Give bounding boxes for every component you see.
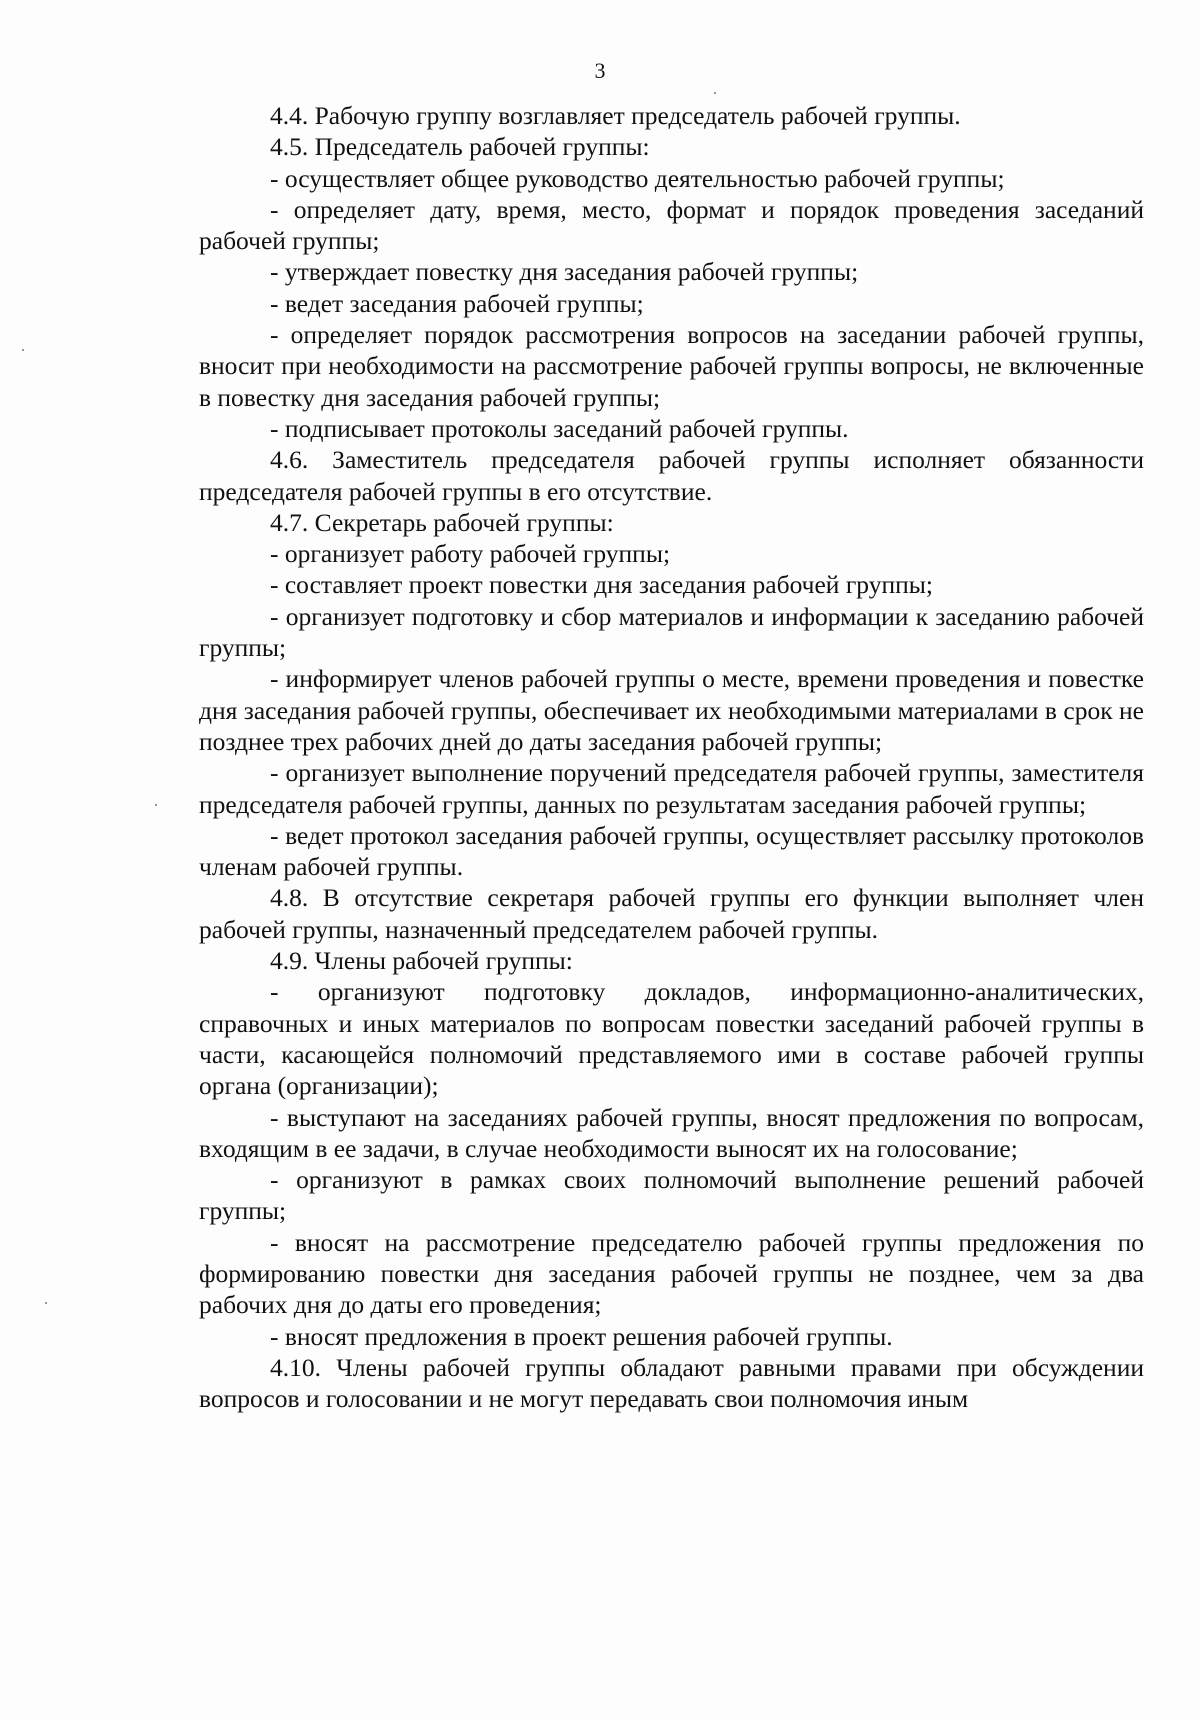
- scan-speck: [155, 804, 157, 806]
- paragraph-4-9: 4.9. Члены рабочей группы:: [270, 946, 573, 976]
- paragraph-4-6: 4.6. Заместитель председателя рабочей группы исполняет обязанности председателя рабочей группы в его отсутствие.: [199, 445, 1144, 506]
- list-item: - информирует членов рабочей группы о месте, времени проведения и повестке дня заседания рабочей группы, обеспечивает их необходимыми материалами в срок не позднее трех рабочих дней до даты заседания рабочей группы;: [199, 664, 1144, 756]
- list-item: - осуществляет общее руководство деятельностью рабочей группы;: [270, 163, 1005, 193]
- document-body: [199, 100, 1144, 1414]
- paragraph-4-8: 4.8. В отсутствие секретаря рабочей группы его функции выполняет член рабочей группы, назначенный председателем рабочей группы.: [199, 883, 1144, 944]
- list-item: - организует подготовку и сбор материалов и информации к заседанию рабочей группы;: [199, 601, 1144, 663]
- list-item: - организует работу рабочей группы;: [270, 539, 671, 569]
- paragraph-4-5: 4.5. Председатель рабочей группы:: [270, 132, 650, 162]
- scan-speck: [45, 1302, 47, 1304]
- list-item: - вносят предложения в проект решения рабочей группы.: [270, 1321, 893, 1351]
- scan-speck: [714, 92, 716, 94]
- paragraph-4-7: 4.7. Секретарь рабочей группы:: [270, 507, 614, 537]
- paragraph-4-10: 4.10. Члены рабочей группы обладают равными правами при обсуждении вопросов и голосовании и не могут передавать свои полномочия иным: [199, 1352, 1144, 1414]
- list-item: - организует выполнение поручений председателя рабочей группы, заместителя председателя рабочей группы, данных по результатам заседания рабочей группы;: [199, 758, 1144, 819]
- list-item: - определяет порядок рассмотрения вопросов на заседании рабочей группы, вносит при необходимости на рассмотрение рабочей группы вопросы, не включенные в повестку дня заседания рабочей группы;: [199, 320, 1144, 412]
- list-item: - ведет заседания рабочей группы;: [270, 288, 644, 318]
- list-item: - определяет дату, время, место, формат и порядок проведения заседаний рабочей группы;: [199, 194, 1144, 256]
- list-item: - организуют в рамках своих полномочий выполнение решений рабочей группы;: [199, 1165, 1144, 1226]
- list-item: - составляет проект повестки дня заседания рабочей группы;: [270, 570, 933, 600]
- list-item: - ведет протокол заседания рабочей группы, осуществляет рассылку протоколов членам рабочей группы.: [199, 820, 1144, 882]
- page-number: 3: [594, 58, 606, 83]
- list-item: - выступают на заседаниях рабочей группы, вносят предложения по вопросам, входящим в ее задачи, в случае необходимости выносят их на голосование;: [199, 1102, 1144, 1163]
- list-item: - подписывает протоколы заседаний рабочей группы.: [270, 413, 849, 443]
- scan-speck: [22, 349, 24, 351]
- paragraph-4-4: 4.4. Рабочую группу возглавляет председатель рабочей группы.: [270, 101, 961, 130]
- list-item: - организуют подготовку докладов, информационно-аналитических, справочных и иных материалов по вопросам повестки заседаний рабочей группы в части, касающейся полномочий представляемого ими в составе рабочей группы органа (организации);: [199, 977, 1144, 1101]
- list-item: - вносят на рассмотрение председателю рабочей группы предложения по формированию повестки дня заседания рабочей группы не позднее, чем за два рабочих дня до даты его проведения;: [199, 1227, 1144, 1320]
- list-item: - утверждает повестку дня заседания рабочей группы;: [270, 257, 859, 287]
